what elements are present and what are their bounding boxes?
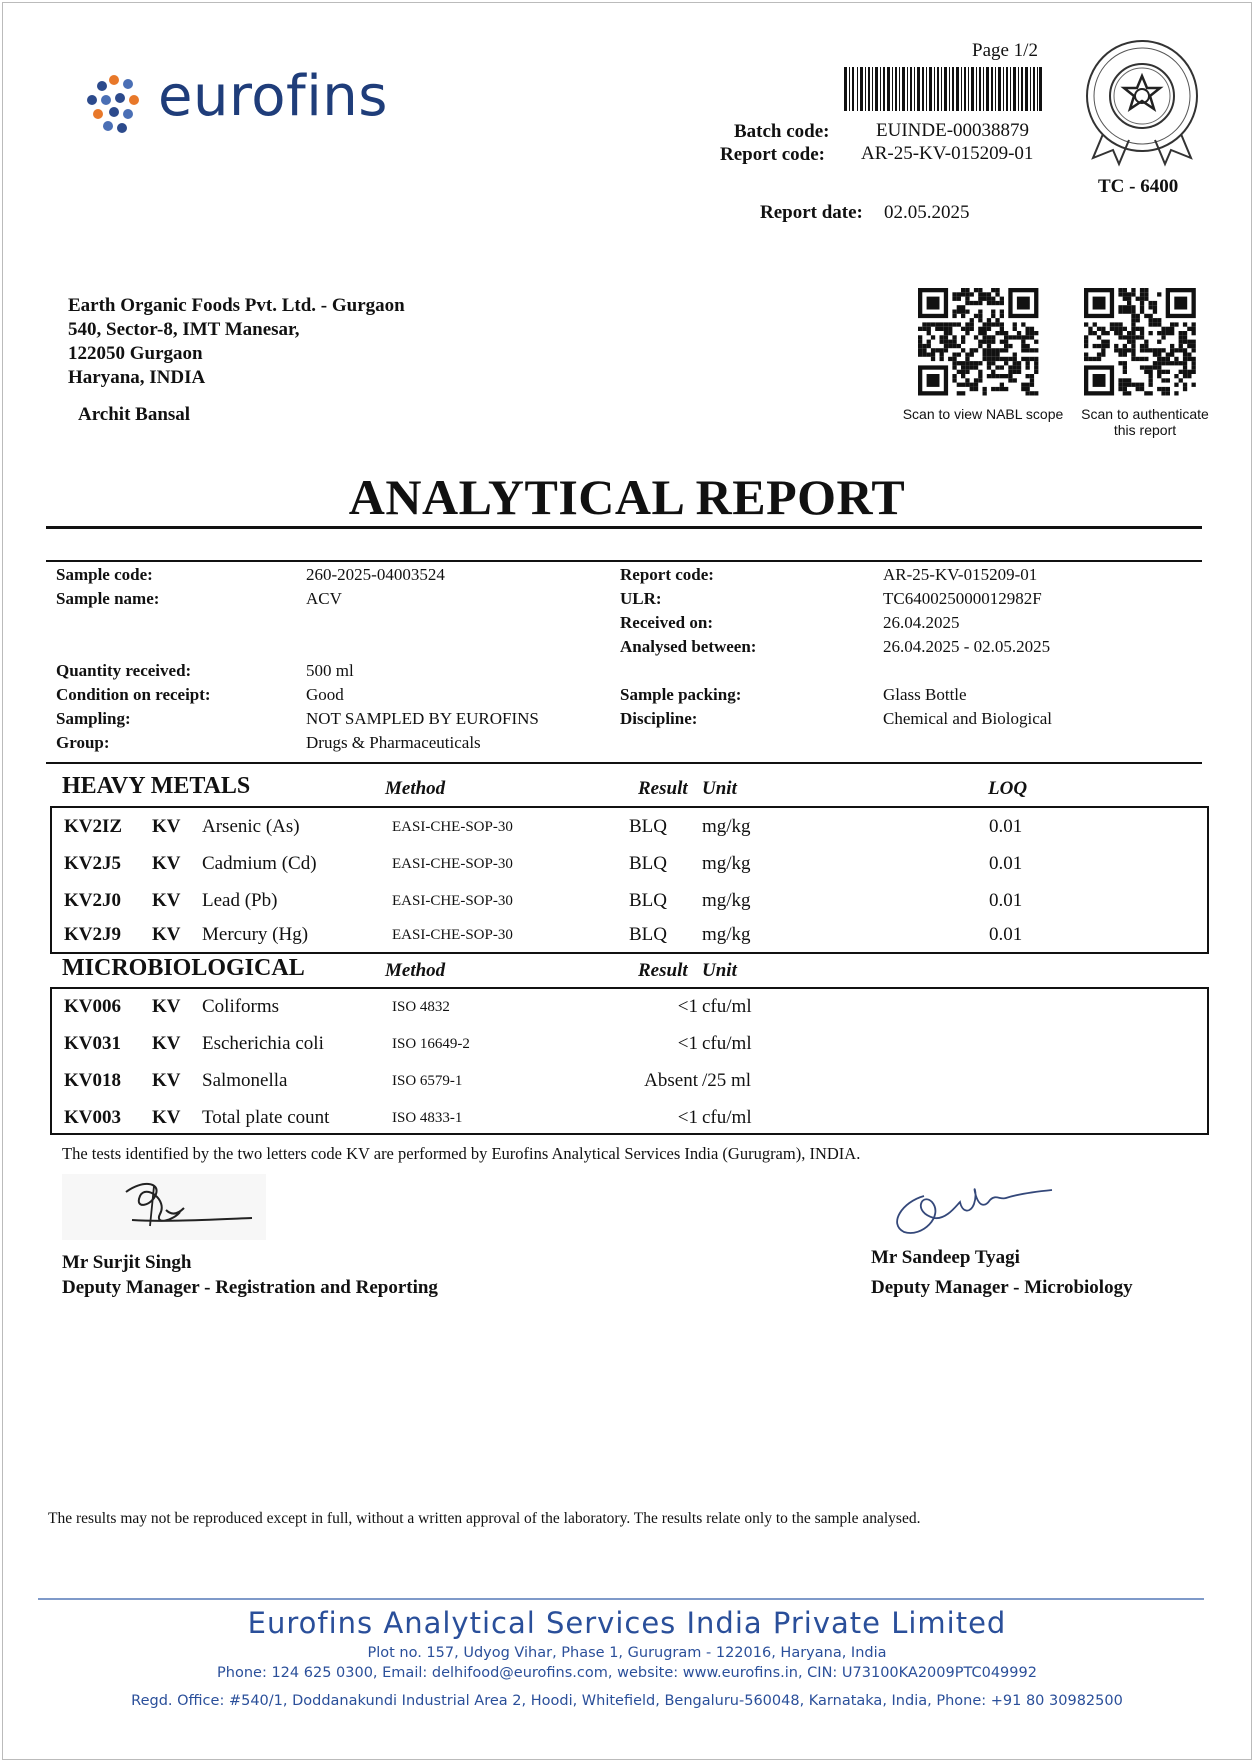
test-name: Escherichia coli xyxy=(202,1033,324,1054)
info-bottom-rule xyxy=(46,762,1202,764)
qr-code-nabl-scope[interactable] xyxy=(918,288,1041,399)
test-result: BLQ xyxy=(629,816,667,837)
test-code: KV2J5 xyxy=(64,853,121,874)
micro-method-header: Method xyxy=(385,960,446,981)
signatory-2-role: Deputy Manager - Microbiology xyxy=(871,1277,1133,1298)
table-row xyxy=(52,990,1207,1027)
condition-value: Good xyxy=(306,685,344,704)
received-on-value: 26.04.2025 xyxy=(883,613,960,632)
info-top-rule xyxy=(46,560,1202,562)
sampling-label: Sampling: xyxy=(56,709,131,728)
report-code-value: AR-25-KV-015209-01 xyxy=(861,143,1034,164)
test-code: KV003 xyxy=(64,1107,121,1128)
test-code: KV2J9 xyxy=(64,924,121,945)
discipline-label: Discipline: xyxy=(620,709,698,728)
qr-caption-authenticate: Scan to authenticate this report xyxy=(1081,406,1209,438)
test-unit: mg/kg xyxy=(702,924,751,945)
lab-code: KV xyxy=(152,853,181,874)
accreditation-number: TC - 6400 xyxy=(1098,176,1179,197)
ulr-label: ULR: xyxy=(620,589,662,608)
test-result: BLQ xyxy=(629,853,667,874)
nabl-seal xyxy=(1083,40,1201,175)
test-result: BLQ xyxy=(629,890,667,911)
microbiological-heading: MICROBIOLOGICAL xyxy=(62,955,305,981)
test-method: ISO 4832 xyxy=(392,999,450,1015)
table-row xyxy=(52,1027,1207,1064)
eurofins-logo xyxy=(84,64,404,134)
title-rule xyxy=(46,526,1202,529)
sample-code-label: Sample code: xyxy=(56,565,153,584)
heavy-metals-method-header: Method xyxy=(385,778,446,799)
test-method: ISO 4833-1 xyxy=(392,1110,463,1126)
signature-sandeep-tyagi xyxy=(882,1172,1062,1242)
test-result: Absent xyxy=(644,1070,698,1091)
test-code: KV006 xyxy=(64,996,121,1017)
test-result: BLQ xyxy=(629,924,667,945)
client-contact: Archit Bansal xyxy=(78,404,191,425)
test-method: EASI-CHE-SOP-30 xyxy=(392,893,513,909)
disclaimer: The results may not be reproduced except in full, without a written approval of the laboratory. The results relate only to the sample analysed. xyxy=(48,1510,921,1527)
test-code: KV018 xyxy=(64,1070,121,1091)
test-method: ISO 16649-2 xyxy=(392,1036,470,1052)
test-unit: mg/kg xyxy=(702,890,751,911)
client-country: Haryana, INDIA xyxy=(68,367,206,388)
batch-code-label: Batch code: xyxy=(734,121,830,142)
signatory-1-name: Mr Surjit Singh xyxy=(62,1252,192,1273)
micro-result-header: Result xyxy=(638,960,688,981)
test-loq: 0.01 xyxy=(989,816,1023,837)
table-row xyxy=(52,1101,1207,1138)
footer-rule xyxy=(38,1598,1204,1600)
report-code-value-2: AR-25-KV-015209-01 xyxy=(883,565,1038,584)
batch-code-value: EUINDE-00038879 xyxy=(876,120,1030,141)
report-date-value: 02.05.2025 xyxy=(884,202,970,223)
sample-info-right xyxy=(620,563,1200,731)
test-result: <1 xyxy=(677,1107,698,1128)
report-date-label: Report date: xyxy=(760,202,863,223)
report-code-label-2: Report code: xyxy=(620,565,714,584)
condition-label: Condition on receipt: xyxy=(56,685,211,704)
test-code: KV2IZ xyxy=(64,816,123,837)
signatory-2-name: Mr Sandeep Tyagi xyxy=(871,1247,1020,1268)
table-row xyxy=(52,810,1207,847)
client-street: 540, Sector-8, IMT Manesar, xyxy=(68,319,300,340)
table-row xyxy=(52,847,1207,884)
lab-code: KV xyxy=(152,890,181,911)
test-name: Mercury (Hg) xyxy=(202,924,309,945)
table-row xyxy=(52,1064,1207,1101)
logo-dots-icon xyxy=(84,72,148,136)
test-unit: /25 ml xyxy=(702,1070,752,1091)
sampling-value: NOT SAMPLED BY EUROFINS xyxy=(306,709,539,728)
discipline-value: Chemical and Biological xyxy=(883,709,1053,728)
lab-code: KV xyxy=(152,1107,181,1128)
client-city: 122050 Gurgaon xyxy=(68,343,203,364)
sample-code-value: 260-2025-04003524 xyxy=(306,565,445,584)
test-name: Coliforms xyxy=(202,996,280,1017)
test-loq: 0.01 xyxy=(989,924,1023,945)
sample-name-label: Sample name: xyxy=(56,589,160,608)
client-name: Earth Organic Foods Pvt. Ltd. - Gurgaon xyxy=(68,295,405,316)
test-loq: 0.01 xyxy=(989,853,1023,874)
barcode xyxy=(844,67,1042,111)
test-name: Arsenic (As) xyxy=(202,816,300,837)
test-name: Lead (Pb) xyxy=(202,890,278,911)
heavy-metals-table xyxy=(50,806,1209,954)
test-method: EASI-CHE-SOP-30 xyxy=(392,819,513,835)
test-unit: cfu/ml xyxy=(702,1107,752,1128)
micro-unit-header: Unit xyxy=(702,960,737,981)
page-number: Page 1/2 xyxy=(972,40,1038,61)
test-name: Cadmium (Cd) xyxy=(202,853,317,874)
test-result: <1 xyxy=(677,996,698,1017)
footer-registered-office: Regd. Office: #540/1, Doddanakundi Industrial Area 2, Hoodi, Whitefield, Bengaluru-560048, Karnataka, India, Phone: +91 80 30982500 xyxy=(131,1693,1123,1709)
test-unit: cfu/ml xyxy=(702,996,752,1017)
analysed-between-label: Analysed between: xyxy=(620,637,757,656)
table-row xyxy=(52,884,1207,921)
test-name: Total plate count xyxy=(202,1107,330,1128)
heavy-metals-heading: HEAVY METALS xyxy=(62,773,251,799)
signatory-1-role: Deputy Manager - Registration and Reporting xyxy=(62,1277,438,1298)
lab-code: KV xyxy=(152,996,181,1017)
lab-code-note: The tests identified by the two letters code KV are performed by Eurofins Analytical Services India (Gurugram), INDIA. xyxy=(62,1144,861,1163)
test-unit: cfu/ml xyxy=(702,1033,752,1054)
footer-address: Plot no. 157, Udyog Vihar, Phase 1, Gurugram - 122016, Haryana, India xyxy=(367,1645,887,1661)
sample-packing-value: Glass Bottle xyxy=(883,685,967,704)
logo-wordmark: eurofins xyxy=(158,64,388,129)
test-method: EASI-CHE-SOP-30 xyxy=(392,856,513,872)
heavy-metals-unit-header: Unit xyxy=(702,778,737,799)
test-loq: 0.01 xyxy=(989,890,1023,911)
test-unit: mg/kg xyxy=(702,816,751,837)
client-address xyxy=(68,294,405,390)
test-code: KV031 xyxy=(64,1033,121,1054)
footer-company-name: Eurofins Analytical Services India Private Limited xyxy=(247,1606,1007,1640)
microbiological-table xyxy=(50,987,1209,1135)
test-method: ISO 6579-1 xyxy=(392,1073,463,1089)
test-method: EASI-CHE-SOP-30 xyxy=(392,927,513,943)
test-result: <1 xyxy=(677,1033,698,1054)
sample-info-left xyxy=(56,563,616,755)
test-name: Salmonella xyxy=(202,1070,288,1091)
analysed-between-value: 26.04.2025 - 02.05.2025 xyxy=(883,637,1051,656)
lab-code: KV xyxy=(152,1033,181,1054)
report-title: ANALYTICAL REPORT xyxy=(348,469,906,525)
footer-contact: Phone: 124 625 0300, Email: delhifood@eurofins.com, website: www.eurofins.in, CIN: U73100KA2009PTC049992 xyxy=(217,1665,1037,1681)
lab-code: KV xyxy=(152,816,181,837)
ulr-value: TC640025000012982F xyxy=(883,589,1042,608)
group-label: Group: xyxy=(56,733,110,752)
table-row xyxy=(52,918,1207,955)
quantity-label: Quantity received: xyxy=(56,661,192,680)
qr-caption-nabl: Scan to view NABL scope xyxy=(902,406,1064,422)
heavy-metals-loq-header: LOQ xyxy=(988,778,1028,799)
lab-code: KV xyxy=(152,1070,181,1091)
test-unit: mg/kg xyxy=(702,853,751,874)
sample-name-value: ACV xyxy=(306,589,342,608)
heavy-metals-result-header: Result xyxy=(638,778,688,799)
quantity-value: 500 ml xyxy=(306,661,354,680)
report-code-label: Report code: xyxy=(720,144,825,165)
lab-code: KV xyxy=(152,924,181,945)
group-value: Drugs & Pharmaceuticals xyxy=(306,733,481,752)
received-on-label: Received on: xyxy=(620,613,714,632)
signature-surjit-singh xyxy=(62,1174,266,1240)
sample-packing-label: Sample packing: xyxy=(620,685,742,704)
test-code: KV2J0 xyxy=(64,890,121,911)
qr-code-authenticate[interactable] xyxy=(1084,288,1199,399)
